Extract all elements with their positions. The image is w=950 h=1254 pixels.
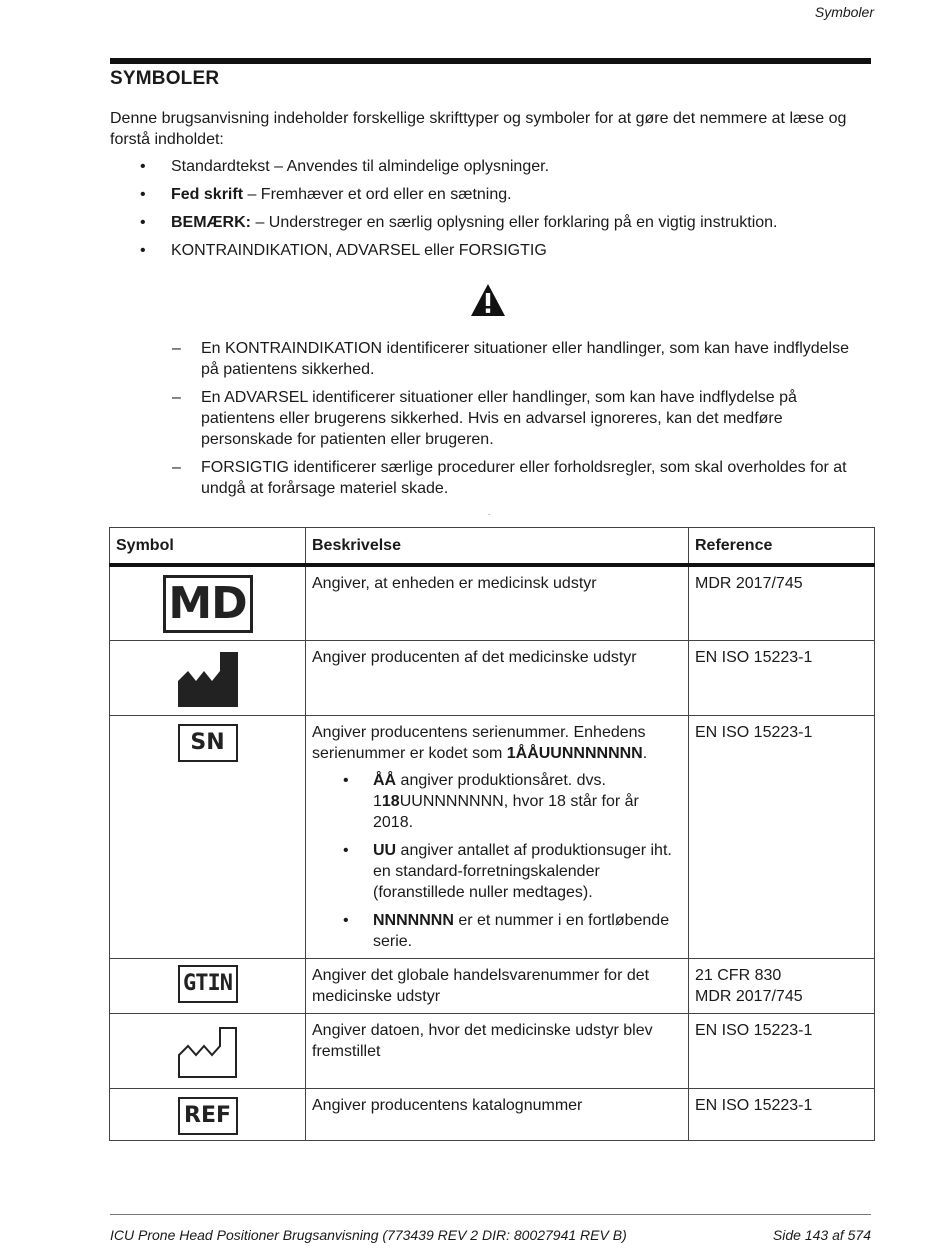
term-text: angiver produktionsåret. dvs. 1 [373, 771, 606, 810]
term: 18 [381, 792, 400, 810]
list-item [110, 240, 865, 268]
medical-device-md-icon: MD [163, 575, 253, 633]
description-cell [306, 715, 689, 958]
running-header: Symboler [814, 4, 874, 20]
serial-format: 1ÅÅUUNNNNNNN [506, 744, 643, 762]
description-text: . [642, 744, 648, 762]
reference-cell: EN ISO 15223-1 [689, 1088, 875, 1140]
footer-page-number: Side 143 af 574 [772, 1227, 871, 1243]
list-item-bold: BEMÆRK: [171, 214, 251, 231]
list-item-text: – Fremhæver et ord eller en sætning. [243, 186, 512, 203]
reference-line: 21 CFR 830 [695, 966, 782, 984]
term-text: er et nummer i en fortløbende serie. [373, 911, 670, 950]
symbol-cell [110, 565, 306, 640]
description-cell: Angiver det globale handelsvarenummer for det medicinske udstyr [306, 958, 689, 1013]
reference-line: MDR 2017/745 [695, 987, 803, 1005]
description-cell: Angiver, at enheden er medicinsk udstyr [306, 565, 689, 640]
warning-triangle-icon [469, 282, 507, 318]
term: NNNNNNN [373, 911, 454, 929]
table-row [110, 640, 875, 715]
reference-cell: EN ISO 15223-1 [689, 715, 875, 958]
list-item-text: – Understreger en særlig oplysning eller forklaring på en vigtig instruktion. [251, 214, 778, 231]
description-cell: Angiver datoen, hvor det medicinske udstyr blev fremstillet [306, 1013, 689, 1088]
symbol-cell [110, 958, 306, 1013]
reference-cell: EN ISO 15223-1 [689, 1013, 875, 1088]
list-item [312, 840, 682, 903]
symbol-cell [110, 715, 306, 958]
section-title: SYMBOLER [110, 68, 220, 89]
column-header-reference: Reference [689, 528, 875, 566]
table-header-row [110, 528, 875, 566]
list-item [312, 910, 682, 952]
symbol-cell [110, 1088, 306, 1140]
column-header-description: Beskrivelse [306, 528, 689, 566]
list-item [110, 212, 865, 240]
symbol-cell [110, 640, 306, 715]
date-of-manufacture-icon [176, 1022, 240, 1080]
list-item: – En KONTRAINDIKATION identificerer situationer eller handlinger, som kan have indflydelse på patientens sikkerhed. [170, 338, 865, 380]
footer-document-title: ICU Prone Head Positioner Brugsanvisning (773439 REV 2 DIR: 80027941 REV B) [110, 1227, 627, 1243]
term: ÅÅ [373, 771, 397, 789]
list-item [110, 156, 865, 184]
catalogue-ref-icon: REF [178, 1097, 238, 1135]
table-row [110, 1088, 875, 1140]
stray-mark: . [488, 508, 491, 517]
list-item: – En ADVARSEL identificerer situationer eller handlinger, som kan have indflydelse på patientens eller brugerens sikkerhed. Hvis en advarsel ignoreres, kan det medføre personskade for patienten eller brugeren. [170, 387, 865, 450]
footer-rule [110, 1214, 871, 1215]
table-row [110, 715, 875, 958]
column-header-symbol: Symbol [110, 528, 306, 566]
intro-paragraph: Denne brugsanvisning indeholder forskellige skrifttyper og symboler for at gøre det nemmere at læse og forstå indholdet: [110, 110, 847, 148]
table-row [110, 958, 875, 1013]
table-row [110, 1013, 875, 1088]
list-item: – FORSIGTIG identificerer særlige procedurer eller forholdsregler, som skal overholdes for at undgå at forårsage materiel skade. [170, 457, 865, 499]
symbols-table [109, 527, 875, 1141]
list-item-text: Standardtekst – Anvendes til almindelige oplysninger. [171, 158, 550, 175]
manufacturer-icon [176, 649, 240, 709]
safety-definitions-list [170, 338, 865, 506]
symbol-cell [110, 1013, 306, 1088]
reference-cell [689, 958, 875, 1013]
font-style-list [110, 156, 865, 268]
description-text: Angiver producentens serienummer. Enhedens serienummer er kodet som [312, 723, 646, 762]
description-cell: Angiver producentens katalognummer [306, 1088, 689, 1140]
serial-format-list [312, 770, 682, 952]
table-row [110, 565, 875, 640]
term-text: angiver antallet af produktionsuger iht. en standard-forretningskalender (foranstillede nuller medtages). [373, 841, 672, 901]
list-item [110, 184, 865, 212]
reference-cell: MDR 2017/745 [689, 565, 875, 640]
term-text: UUNNNNNNN, hvor 18 står for år 2018. [373, 792, 639, 831]
description-cell: Angiver producenten af det medicinske udstyr [306, 640, 689, 715]
list-item [312, 770, 682, 833]
reference-cell: EN ISO 15223-1 [689, 640, 875, 715]
serial-number-sn-icon: SN [178, 724, 238, 762]
header-rule [110, 58, 871, 64]
list-item-text: KONTRAINDIKATION, ADVARSEL eller FORSIGTIG [171, 242, 547, 259]
term: UU [373, 841, 397, 859]
gtin-icon: GTIN [178, 965, 238, 1003]
list-item-bold: Fed skrift [171, 186, 244, 203]
